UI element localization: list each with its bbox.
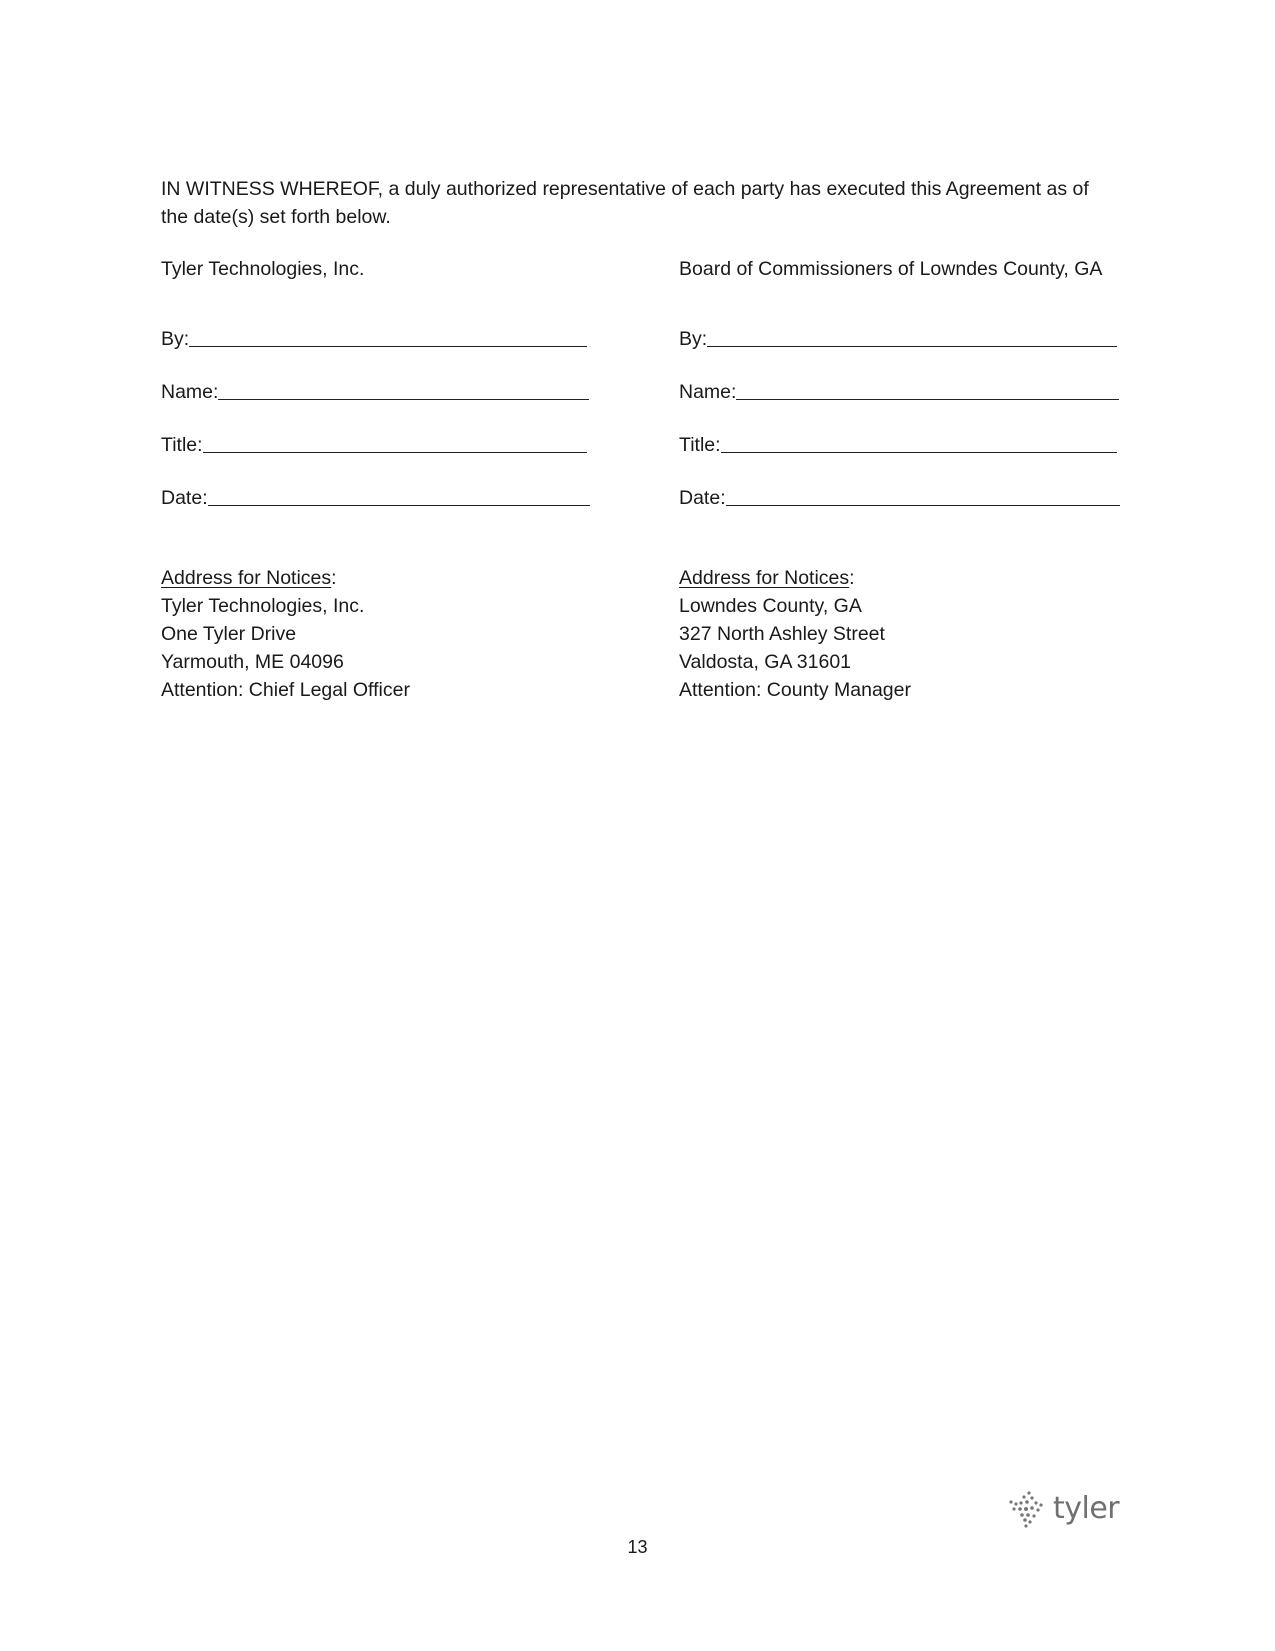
right-address-heading: Address for Notices <box>679 567 850 589</box>
left-address-line: One Tyler Drive <box>161 623 297 645</box>
right-date-line[interactable] <box>726 504 1120 506</box>
left-title-label: Title: <box>161 434 203 456</box>
left-name-line[interactable] <box>218 398 589 400</box>
right-title-line[interactable] <box>721 451 1117 453</box>
left-address-block: Address for Notices: Tyler Technologies, Inc. One Tyler Drive Yarmouth, ME 04096 Attention: Chief Legal Officer <box>161 564 410 704</box>
intro-paragraph: IN WITNESS WHEREOF, a duly authorized representative of each party has executed this Agreement as of the date(s) set forth below. <box>161 178 1089 228</box>
left-party-name: Tyler Technologies, Inc. <box>161 258 365 280</box>
left-name-label: Name: <box>161 381 219 403</box>
tyler-logo-text: tyler <box>1053 1491 1120 1526</box>
left-address-line: Attention: Chief Legal Officer <box>161 679 410 701</box>
tyler-logo <box>1007 1488 1122 1530</box>
right-title-field[interactable] <box>679 434 1117 457</box>
right-address-line: Lowndes County, GA <box>679 595 862 617</box>
left-by-field[interactable] <box>161 328 587 351</box>
left-address-line: Tyler Technologies, Inc. <box>161 595 365 617</box>
page-number: 13 <box>627 1537 648 1557</box>
right-party-name: Board of Commissioners of Lowndes County, GA <box>679 258 1103 280</box>
left-address-heading: Address for Notices <box>161 567 332 589</box>
left-date-line[interactable] <box>208 504 590 506</box>
right-title-label: Title: <box>679 434 721 456</box>
left-date-field[interactable] <box>161 487 590 510</box>
right-by-label: By: <box>679 328 708 350</box>
right-address-block: Address for Notices: Lowndes County, GA 327 North Ashley Street Valdosta, GA 31601 Attention: County Manager <box>679 564 911 704</box>
left-date-label: Date: <box>161 487 208 509</box>
left-title-field[interactable] <box>161 434 587 457</box>
right-name-line[interactable] <box>736 398 1119 400</box>
right-name-field[interactable] <box>679 381 1119 404</box>
left-name-field[interactable] <box>161 381 589 404</box>
right-address-line: 327 North Ashley Street <box>679 623 885 645</box>
right-address-line: Attention: County Manager <box>679 679 911 701</box>
left-address-line: Yarmouth, ME 04096 <box>161 651 344 673</box>
right-address-line: Valdosta, GA 31601 <box>679 651 852 673</box>
left-by-label: By: <box>161 328 190 350</box>
left-title-line[interactable] <box>203 451 587 453</box>
left-by-signature-line[interactable] <box>189 345 587 347</box>
tyler-dot-logo-icon <box>1007 1489 1049 1529</box>
right-name-label: Name: <box>679 381 737 403</box>
right-by-field[interactable] <box>679 328 1117 351</box>
right-date-label: Date: <box>679 487 726 509</box>
right-by-signature-line[interactable] <box>707 345 1117 347</box>
right-date-field[interactable] <box>679 487 1120 510</box>
